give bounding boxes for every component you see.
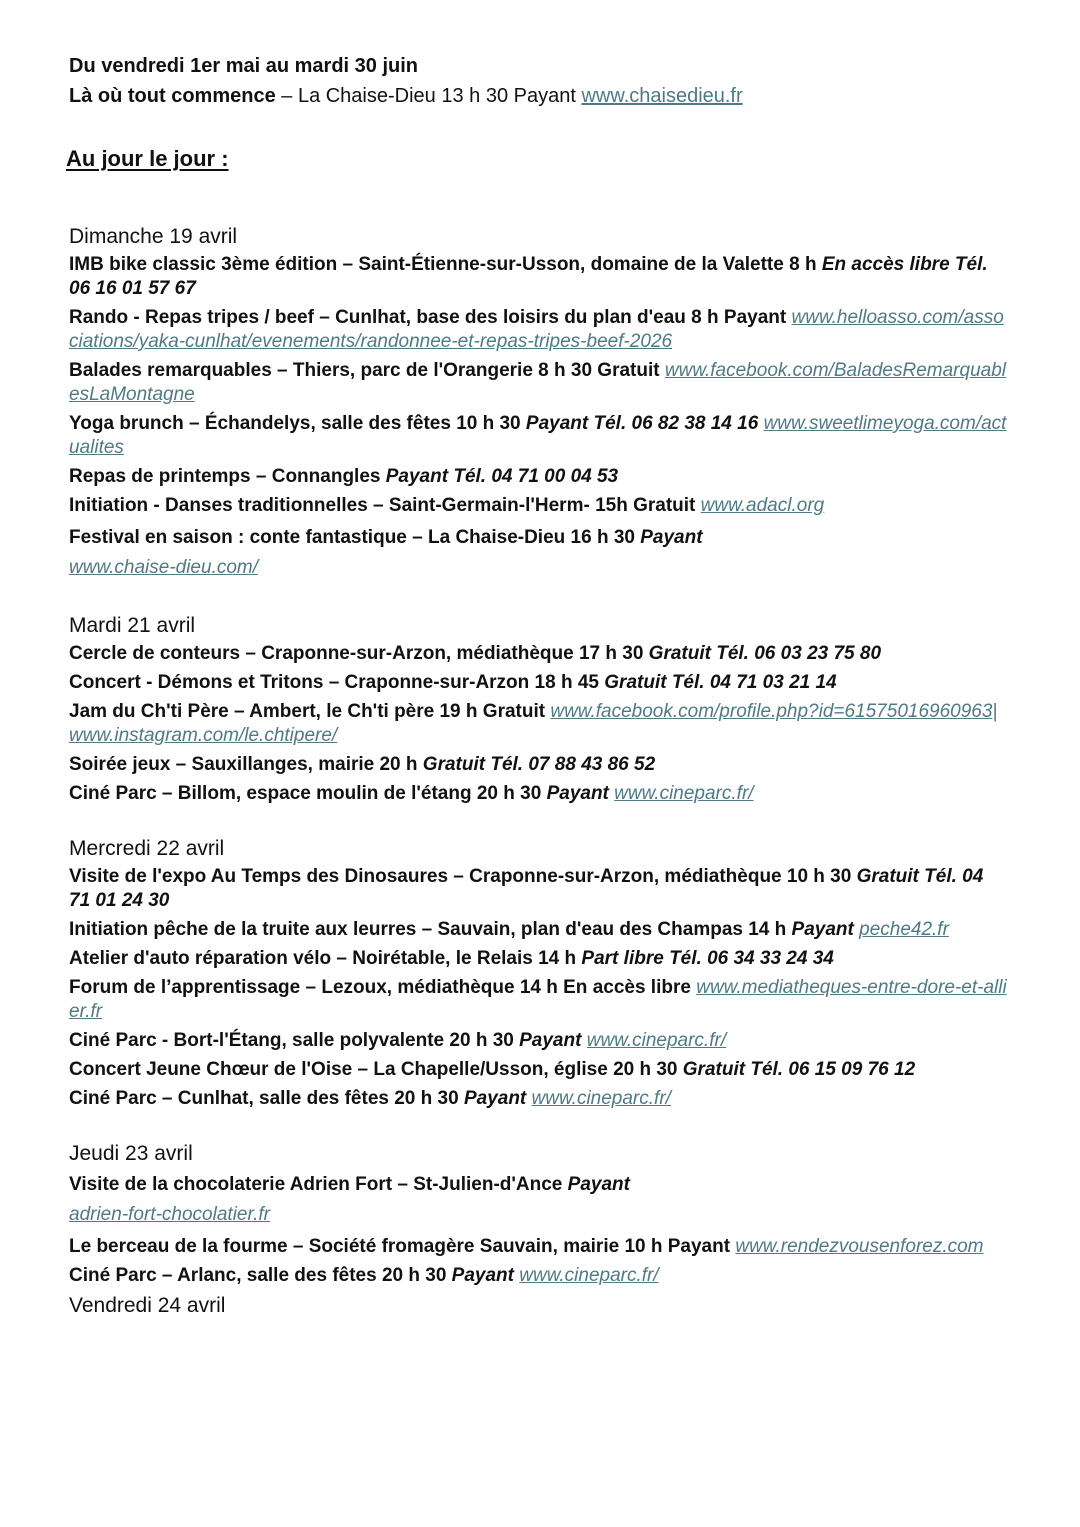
event-link[interactable]: www.facebook.com/BaladesRemarquablesLaMontagne [69,360,1006,405]
event-details: – Craponne-sur-Arzon, médiathèque 17 h 30 [240,643,649,664]
event-details: – Connangles [250,466,386,487]
event-details: – Noirétable, le Relais 14 h [331,948,582,969]
event-item [69,494,1009,518]
event-price-phone: Payant [791,919,854,940]
event-details: – St-Julien-d'Ance [392,1174,568,1195]
event-name: Yoga brunch [69,413,184,434]
event-details: – Saint-Germain-l'Herm- 15h Gratuit [367,495,701,516]
day-title: Mercredi 22 avril [69,837,225,860]
event-item [69,1264,1009,1288]
event-item [69,947,1009,971]
event-name: Ciné Parc [69,1088,157,1109]
event-price-phone: Gratuit Tél. 04 71 03 21 14 [604,672,837,693]
event-item [69,465,1009,489]
event-link[interactable]: www.helloasso.com/associations/yaka-cunlhat/evenements/randonnee-et-repas-tripes-beef-2026 [69,307,1004,352]
day-title: Vendredi 24 avril [69,1294,226,1317]
event-item [69,1170,1009,1230]
intro-block [69,52,1009,110]
event-details: – Craponne-sur-Arzon 18 h 45 [323,672,605,693]
event-price-phone: Payant [451,1265,514,1286]
event-details: – Saint-Étienne-sur-Usson, domaine de la Valette 8 h [337,254,822,275]
intro-event-name: Là où tout commence [69,85,276,107]
event-name: Jam du Ch'ti Père [69,701,229,722]
event-details: – La Chapelle/Usson, église 20 h 30 [352,1059,683,1080]
event-price-phone: Gratuit Tél. 07 88 43 86 52 [422,754,656,775]
day-section [69,836,1009,1111]
event-details: – Billom, espace moulin de l'étang 20 h 30 [156,783,547,804]
event-price-phone: Payant Tél. 04 71 00 04 53 [385,466,619,487]
intro-event-details: – La Chaise-Dieu 13 h 30 Payant [275,85,582,107]
event-details: – Société fromagère Sauvain, mairie 10 h Payant [287,1236,736,1257]
event-price-phone: Gratuit Tél. 04 71 01 24 30 [69,866,984,911]
event-item [69,359,1009,407]
event-link[interactable]: www.rendezvousenforez.com [735,1236,984,1257]
event-name: Cercle de conteurs [69,643,241,664]
event-link[interactable]: www.chaise-dieu.com/ [69,557,259,578]
event-link[interactable]: www.mediatheques-entre-dore-et-allier.fr [69,977,1007,1022]
event-item [69,918,1009,942]
event-link[interactable]: www.cineparc.fr/ [519,1265,659,1286]
event-name: Forum de l’apprentissage [69,977,301,998]
event-item [69,253,1009,301]
event-price-phone: Payant [567,1174,630,1195]
event-details: – La Chaise-Dieu 16 h 30 [406,527,641,548]
event-link[interactable]: www.adacl.org [700,495,825,516]
event-price-phone: Gratuit Tél. 06 03 23 75 80 [648,643,882,664]
event-link[interactable]: www.facebook.com/profile.php?id=61575016960963|www.instagram.com/le.chtipere/ [69,701,998,746]
event-name: Ciné Parc [69,783,157,804]
event-details: – Cunlhat, salle des fêtes 20 h 30 [156,1088,464,1109]
event-price-phone: Payant [463,1088,527,1109]
event-details: – Sauxillanges, mairie 20 h [170,754,423,775]
event-details: – Arlanc, salle des fêtes 20 h 30 [156,1265,452,1286]
event-details: – Cunlhat, base des loisirs du plan d'eau 8 h Payant [313,307,792,328]
event-price-phone: En accès libre Tél. 06 16 01 57 67 [69,254,988,299]
intro-event-link[interactable]: www.chaisedieu.fr [581,85,743,107]
event-name: Festival en saison : conte fantastique [69,527,407,548]
event-price-phone: Gratuit Tél. 06 15 09 76 12 [682,1059,916,1080]
event-item [69,306,1009,354]
event-item [69,1087,1009,1111]
day-title: Jeudi 23 avril [69,1142,193,1165]
event-name: Balades remarquables [69,360,272,381]
day-section [69,1141,1009,1288]
event-name: Visite de l'expo Au Temps des Dinosaures [69,866,449,887]
event-name: Initiation pêche de la truite aux leurres [69,919,417,940]
event-price-phone: Payant [640,527,703,548]
event-link[interactable]: www.cineparc.fr/ [586,1030,727,1051]
day-title: Dimanche 19 avril [69,225,238,248]
day-section [69,613,1009,806]
day-section [69,224,1009,583]
event-name: Rando - Repas tripes / beef [69,307,314,328]
event-details: – Échandelys, salle des fêtes 10 h 30 [183,413,526,434]
event-name: Initiation - Danses traditionnelles [69,495,368,516]
event-details: – Lezoux, médiathèque 14 h En accès libre [300,977,697,998]
event-name: Visite de la chocolaterie Adrien Fort [69,1174,393,1195]
event-item [69,1058,1009,1082]
event-item [69,1235,1009,1259]
event-name: Ciné Parc [69,1030,157,1051]
section-heading: Au jour le jour : [66,146,229,171]
day-section [69,1293,1009,1319]
intro-event [69,82,1009,110]
event-link[interactable]: peche42.fr [859,919,949,940]
day-title: Mardi 21 avril [69,614,196,637]
event-item [69,642,1009,666]
event-name: Concert Jeune Chœur de l'Oise [69,1059,353,1080]
event-item [69,865,1009,913]
intro-date-range: Du vendredi 1er mai au mardi 30 juin [69,55,419,77]
event-item [69,782,1009,806]
event-item [69,700,1009,748]
event-link[interactable]: www.cineparc.fr/ [614,783,754,804]
event-link[interactable]: adrien-fort-chocolatier.fr [69,1204,270,1225]
event-link[interactable]: www.sweetlimeyoga.com/actualites [69,413,1007,458]
event-price-phone: Payant [519,1030,582,1051]
day-list [69,224,1009,1349]
event-name: Concert - Démons et Tritons [69,672,324,693]
event-item [69,523,1009,583]
event-item [69,1029,1009,1053]
event-name: Soirée jeux [69,754,171,775]
event-item [69,976,1009,1024]
event-price-phone: Payant Tél. 06 82 38 14 16 [525,413,759,434]
event-name: IMB bike classic 3ème édition [69,254,338,275]
event-item [69,753,1009,777]
event-name: Atelier d'auto réparation vélo [69,948,332,969]
event-link[interactable]: www.cineparc.fr/ [531,1088,671,1109]
event-details: – Thiers, parc de l'Orangerie 8 h 30 Gratuit [271,360,665,381]
event-details: - Bort-l'Étang, salle polyvalente 20 h 30 [156,1030,520,1051]
event-name: Repas de printemps [69,466,251,487]
event-price-phone: Part libre Tél. 06 34 33 24 34 [581,948,834,969]
event-price-phone: Payant [546,783,609,804]
event-name: Le berceau de la fourme [69,1236,288,1257]
event-details: – Craponne-sur-Arzon, médiathèque 10 h 30 [448,866,857,887]
event-details: – Ambert, le Ch'ti père 19 h Gratuit [228,701,551,722]
event-details: – Sauvain, plan d'eau des Champas 14 h [416,919,792,940]
event-name: Ciné Parc [69,1265,157,1286]
event-item [69,671,1009,695]
event-item [69,412,1009,460]
